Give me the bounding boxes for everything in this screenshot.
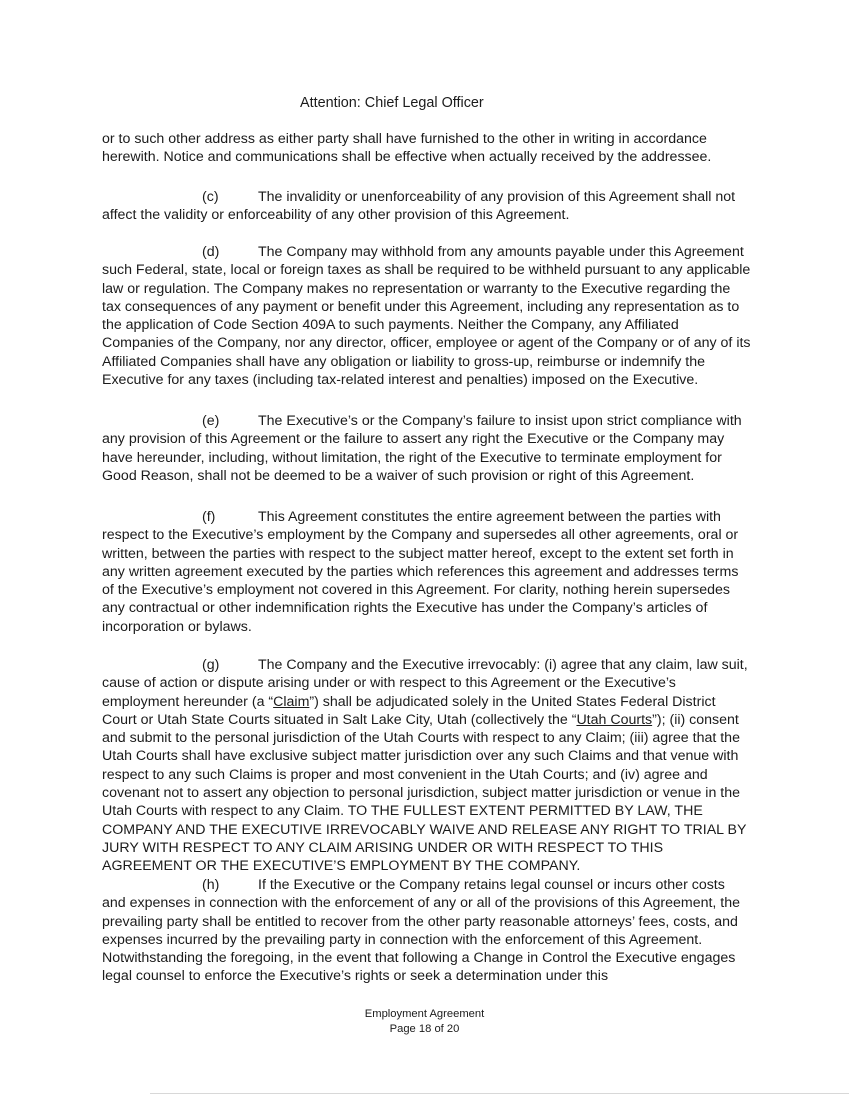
section-h — [102, 876, 752, 986]
section-e-label: (e) — [202, 413, 220, 429]
section-g-label: (g) — [202, 657, 220, 673]
scan-edge-line — [150, 1093, 849, 1094]
section-f-label: (f) — [202, 509, 216, 525]
section-e-text: The Executive’s or the Company’s failure to insist upon strict compliance with any provision of this Agreement or the failure to assert any right the Executive or the Company may have hereunder, including, without limitation, the right of the Executive to terminate employment for Good Reason, shall not be deemed to be a waiver of such provision or right of this Agreement. — [102, 413, 742, 484]
footer-title: Employment Agreement — [364, 1008, 485, 1020]
section-g-text-3: ”); (ii) consent and submit to the personal jurisdiction of the Utah Courts with respect to any Claim; (iii) agree that the Utah Courts shall have exclusive subject matter jurisdiction over any such Claims and that venue with respect to any such Claims is proper and most convenient in the Utah Courts; and (iv) agree and covenant not to assert any objection to personal jurisdiction, subject matter jurisdiction or venue in the Utah Courts with respect to any Claim. TO THE FULLEST EXTENT PERMITTED BY LAW, THE COMPANY AND THE EXECUTIVE IRREVOCABLY WAIVE AND RELEASE ANY RIGHT TO TRIAL BY JURY WITH RESPECT TO ANY CLAIM ARISING UNDER OR WITH RESPECT TO THIS AGREEMENT OR THE EXECUTIVE’S EMPLOYMENT BY THE COMPANY. — [102, 711, 747, 875]
section-h-label: (h) — [202, 877, 220, 893]
section-g-text-1: The Company and the Executive irrevocably: (i) agree that any claim, law suit, cause of action or dispute arising under or with respect to this Agreement or the Executive’s employment hereunder (a “ — [102, 657, 748, 710]
defined-term-claim: Claim — [273, 693, 310, 710]
section-f — [102, 508, 752, 636]
section-f-text: This Agreement constitutes the entire agreement between the parties with respect to the Executive’s employment by the Company and supersedes all other agreements, oral or written, between the parties with respect to the subject matter hereof, except to the extent set forth in any written agreement executed by the parties which references this agreement and addresses terms of the Executive’s employment not covered in this Agreement. For clarity, nothing herein supersedes any contractual or other indemnification rights the Executive has under the Company’s articles of incorporation or bylaws. — [102, 509, 739, 635]
section-d-label: (d) — [202, 244, 220, 260]
section-c-label: (c) — [202, 189, 219, 205]
section-e — [102, 412, 752, 485]
footer-page-number: Page 18 of 20 — [389, 1023, 460, 1035]
section-d-text: The Company may withhold from any amounts payable under this Agreement such Federal, state, local or foreign taxes as shall be required to be withheld pursuant to any applicable law or regulation. The Company makes no representation or warranty to the Executive regarding the tax consequences of any payment or benefit under this Agreement, including any representation as to the application of Code Section 409A to such payments. Neither the Company, any Affiliated Companies of the Company, nor any director, officer, employee or agent of the Company or of any of its Affiliated Companies shall have any obligation or liability to gross-up, reimburse or indemnify the Executive for any taxes (including tax-related interest and penalties) imposed on the Executive. — [102, 244, 751, 389]
intro-paragraph: or to such other address as either party shall have furnished to the other in writing in accordance herewith. Notice and communications shall be effective when actually received by the addressee. — [102, 131, 712, 166]
page-footer — [0, 1007, 849, 1037]
attention-line: Attention: Chief Legal Officer — [300, 95, 484, 111]
section-g — [102, 656, 752, 876]
section-c-text: The invalidity or unenforceability of any provision of this Agreement shall not affect the validity or enforceability of any other provision of this Agreement. — [102, 189, 736, 224]
section-c — [102, 188, 752, 225]
defined-term-utah-courts: Utah Courts — [576, 711, 653, 728]
section-h-text: If the Executive or the Company retains legal counsel or incurs other costs and expenses in connection with the enforcement of any or all of the provisions of this Agreement, the prevailing party shall be entitled to recover from the other party reasonable attorneys’ fees, costs, and expenses incurred by the prevailing party in connection with the enforcement of this Agreement. Notwithstanding the foregoing, in the event that following a Change in Control the Executive engages legal counsel to enforce the Executive’s rights or seek a determination under this — [102, 877, 741, 985]
section-d — [102, 243, 752, 389]
section-g-text-2: ”) shall be adjudicated solely in the United States Federal District Court or Utah State Courts situated in Salt Lake City, Utah (collectively the “ — [102, 693, 716, 728]
